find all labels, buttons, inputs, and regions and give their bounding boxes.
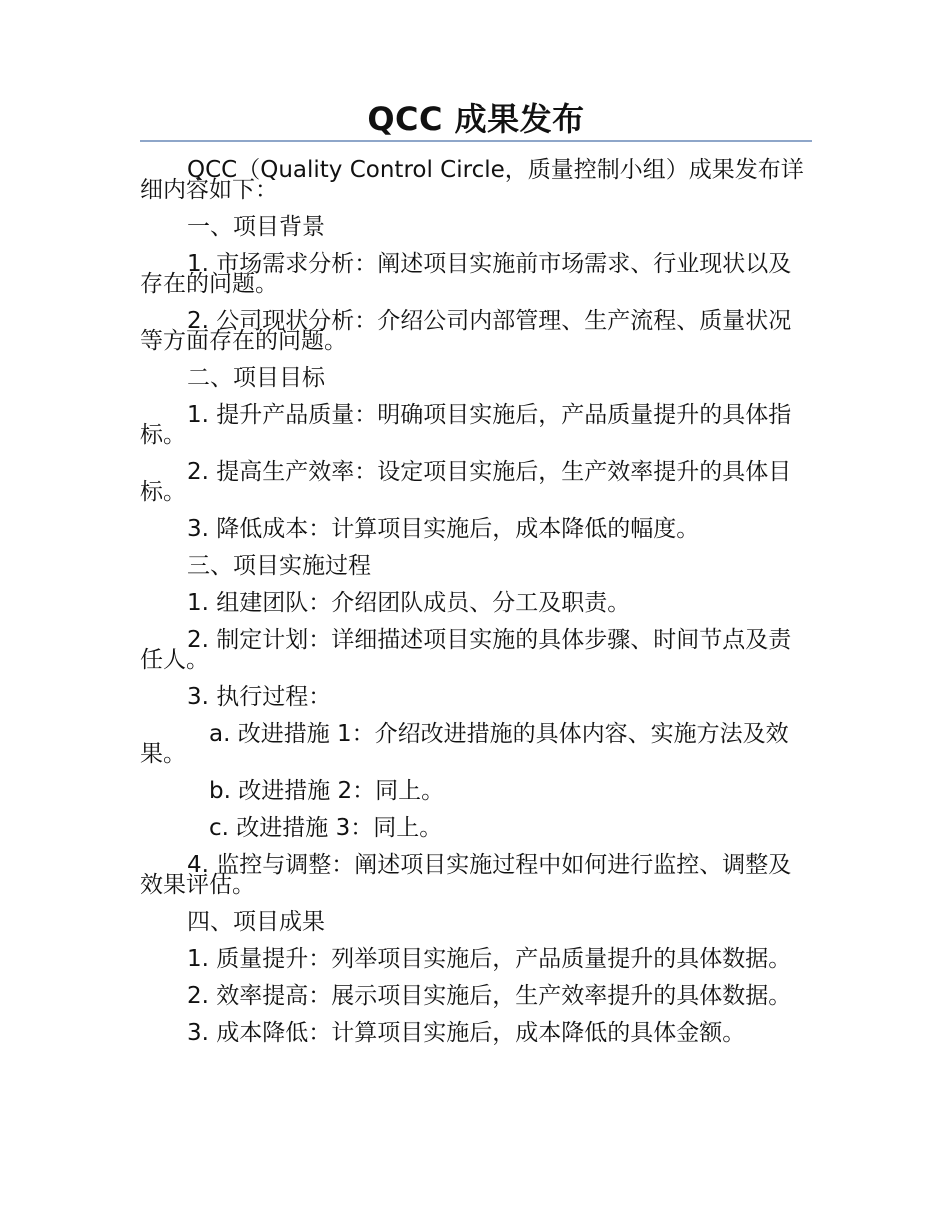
- section-heading-background: 一、项目背景: [187, 214, 325, 240]
- process-item-monitoring: 4. 监控与调整：阐述项目实施过程中如何进行监控、调整及效果评估。: [140, 852, 792, 898]
- process-item-execution: 3. 执行过程：: [187, 684, 332, 710]
- background-item-market: 1. 市场需求分析：阐述项目实施前市场需求、行业现状以及存在的问题。: [140, 251, 792, 297]
- intro-paragraph: QCC（Quality Control Circle，质量控制小组）成果发布详细内容如下：: [140, 157, 804, 203]
- goal-item-efficiency: 2. 提高生产效率：设定项目实施后，生产效率提升的具体目标。: [140, 459, 792, 505]
- goal-item-cost: 3. 降低成本：计算项目实施后，成本降低的幅度。: [187, 516, 700, 542]
- result-item-efficiency: 2. 效率提高：展示项目实施后，生产效率提升的具体数据。: [187, 983, 792, 1009]
- document-page: [140, 100, 812, 1060]
- improvement-measure-3: c. 改进措施 3：同上。: [209, 815, 443, 841]
- improvement-measure-2: b. 改进措施 2：同上。: [209, 778, 445, 804]
- process-item-plan: 2. 制定计划：详细描述项目实施的具体步骤、时间节点及责任人。: [140, 627, 792, 673]
- result-item-cost: 3. 成本降低：计算项目实施后，成本降低的具体金额。: [187, 1020, 746, 1046]
- process-item-team: 1. 组建团队：介绍团队成员、分工及职责。: [187, 590, 631, 616]
- document-title: QCC 成果发布: [367, 100, 585, 138]
- improvement-measure-1: a. 改进措施 1：介绍改进措施的具体内容、实施方法及效果。: [140, 721, 789, 767]
- result-item-quality: 1. 质量提升：列举项目实施后，产品质量提升的具体数据。: [187, 946, 792, 972]
- section-heading-process: 三、项目实施过程: [187, 553, 371, 579]
- section-heading-results: 四、项目成果: [187, 909, 325, 935]
- background-item-company: 2. 公司现状分析：介绍公司内部管理、生产流程、质量状况等方面存在的问题。: [140, 308, 792, 354]
- goal-item-quality: 1. 提升产品质量：明确项目实施后，产品质量提升的具体指标。: [140, 402, 792, 448]
- title-underline: [140, 140, 812, 142]
- section-heading-goals: 二、项目目标: [187, 365, 325, 391]
